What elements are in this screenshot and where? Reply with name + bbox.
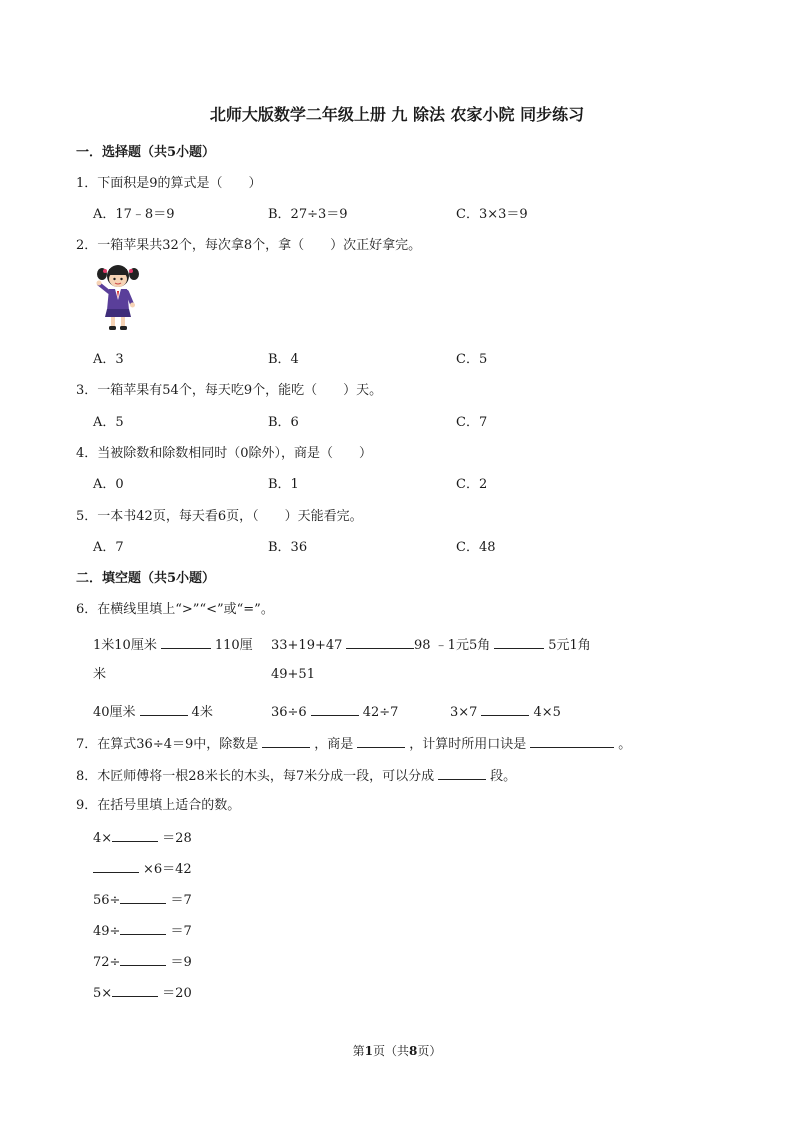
page-total: 8 xyxy=(409,1044,418,1058)
answer-blank[interactable] xyxy=(120,891,166,904)
girl-illustration xyxy=(96,262,140,338)
question-6-r1-mid xyxy=(271,636,418,654)
answer-blank[interactable] xyxy=(357,735,405,748)
compare-item: 98 ﹣1元5角 xyxy=(414,638,491,653)
question-6-r1-right xyxy=(414,636,591,654)
question-4-option-a: A．0 xyxy=(93,477,124,492)
equation-part: 56÷ xyxy=(93,893,121,908)
question-3-option-c: C．7 xyxy=(456,415,488,430)
answer-blank[interactable] xyxy=(93,860,139,873)
question-3-option-a: A．5 xyxy=(93,415,124,430)
answer-blank[interactable] xyxy=(112,829,158,842)
question-1-stem: 1．下面积是9的算式是（ ） xyxy=(76,176,262,191)
equation-part: ＝20 xyxy=(162,986,192,1001)
answer-blank[interactable] xyxy=(140,703,188,716)
answer-blank[interactable] xyxy=(481,703,529,716)
answer-blank[interactable] xyxy=(262,735,310,748)
question-2-option-b: B．4 xyxy=(268,352,299,367)
question-8-text: 段。 xyxy=(490,769,517,784)
equation-part: ＝28 xyxy=(162,831,192,846)
answer-blank[interactable] xyxy=(120,922,166,935)
question-3-stem: 3．一箱苹果有54个，每天吃9个，能吃（ ）天。 xyxy=(76,383,383,398)
compare-item-wrap: 米 xyxy=(93,667,107,682)
compare-item: 33+19+47 xyxy=(271,638,343,653)
question-6-r1-left xyxy=(93,636,253,654)
question-5-option-c: C．48 xyxy=(456,540,496,555)
question-1-option-c: C．3×3＝9 xyxy=(456,207,528,222)
compare-item: 4×5 xyxy=(533,705,561,720)
section-heading-fill: 二．填空题（共5小题） xyxy=(76,571,216,586)
answer-blank[interactable] xyxy=(120,953,166,966)
answer-blank[interactable] xyxy=(494,636,544,649)
page-footer xyxy=(0,1043,794,1059)
equation-part: ＝9 xyxy=(170,955,192,970)
equation-part: 5× xyxy=(93,986,113,1001)
question-2-option-c: C．5 xyxy=(456,352,488,367)
question-9-line-5 xyxy=(93,953,192,971)
question-8 xyxy=(76,767,516,785)
question-7-text: ，计算时所用口诀是 xyxy=(409,737,527,752)
question-2-option-a: A．3 xyxy=(93,352,124,367)
compare-item: 1米10厘米 xyxy=(93,638,157,653)
question-9-line-4 xyxy=(93,922,192,940)
compare-item-wrap: 49+51 xyxy=(271,667,315,682)
equation-part: ＝7 xyxy=(170,893,192,908)
page-number: 1 xyxy=(364,1044,373,1058)
compare-item: 40厘米 xyxy=(93,705,136,720)
question-5-option-a: A．7 xyxy=(93,540,124,555)
question-8-text: 8．木匠师傅将一根28米长的木头，每7米分成一段，可以分成 xyxy=(76,769,435,784)
question-6-r2-c xyxy=(450,703,561,721)
question-4-option-c: C．2 xyxy=(456,477,488,492)
compare-item: 110厘 xyxy=(214,638,253,653)
answer-blank[interactable] xyxy=(311,703,359,716)
question-9-line-2 xyxy=(93,860,192,878)
question-7-text: 。 xyxy=(618,737,632,752)
question-9-line-6 xyxy=(93,984,192,1002)
question-7-text: ，商是 xyxy=(314,737,354,752)
page-title: 北师大版数学二年级上册 九 除法 农家小院 同步练习 xyxy=(209,105,585,124)
section-heading-choice: 一．选择题（共5小题） xyxy=(76,145,216,160)
compare-item: 5元1角 xyxy=(548,638,591,653)
footer-text: 第 xyxy=(352,1044,365,1058)
question-9-stem: 9．在括号里填上适合的数。 xyxy=(76,798,241,813)
question-4-stem: 4．当被除数和除数相同时（0除外），商是（ ） xyxy=(76,446,373,461)
compare-item: 36÷6 xyxy=(271,705,307,720)
question-7-text: 7．在算式36÷4＝9中，除数是 xyxy=(76,737,259,752)
answer-blank[interactable] xyxy=(530,735,614,748)
question-1-option-a: A．17﹣8＝9 xyxy=(93,207,175,222)
question-6-r2-b xyxy=(271,703,398,721)
compare-item: 42÷7 xyxy=(362,705,399,720)
equation-part: 72÷ xyxy=(93,955,121,970)
answer-blank[interactable] xyxy=(112,984,158,997)
compare-item: 4米 xyxy=(191,705,213,720)
equation-part: ＝7 xyxy=(170,924,192,939)
compare-item: 3×7 xyxy=(450,705,478,720)
answer-blank[interactable] xyxy=(438,767,486,780)
equation-part: 49÷ xyxy=(93,924,121,939)
question-3-option-b: B．6 xyxy=(268,415,299,430)
equation-part: ×6＝42 xyxy=(143,862,192,877)
footer-text: 页（共 xyxy=(372,1044,409,1058)
question-4-option-b: B．1 xyxy=(268,477,299,492)
question-7 xyxy=(76,735,631,753)
question-5-option-b: B．36 xyxy=(268,540,308,555)
question-1-option-b: B．27÷3＝9 xyxy=(268,207,348,222)
answer-blank[interactable] xyxy=(346,636,414,649)
equation-part: 4× xyxy=(93,831,113,846)
answer-blank[interactable] xyxy=(161,636,211,649)
question-6-stem: 6．在横线里填上“>”“<”或“=”。 xyxy=(76,602,274,617)
question-5-stem: 5．一本书42页，每天看6页，（ ）天能看完。 xyxy=(76,509,363,524)
question-9-line-3 xyxy=(93,891,192,909)
question-6-r2-a xyxy=(93,703,213,721)
footer-text: 页） xyxy=(417,1044,442,1058)
question-2-stem: 2．一箱苹果共32个，每次拿8个，拿（ ）次正好拿完。 xyxy=(76,238,422,253)
question-9-line-1 xyxy=(93,829,192,847)
